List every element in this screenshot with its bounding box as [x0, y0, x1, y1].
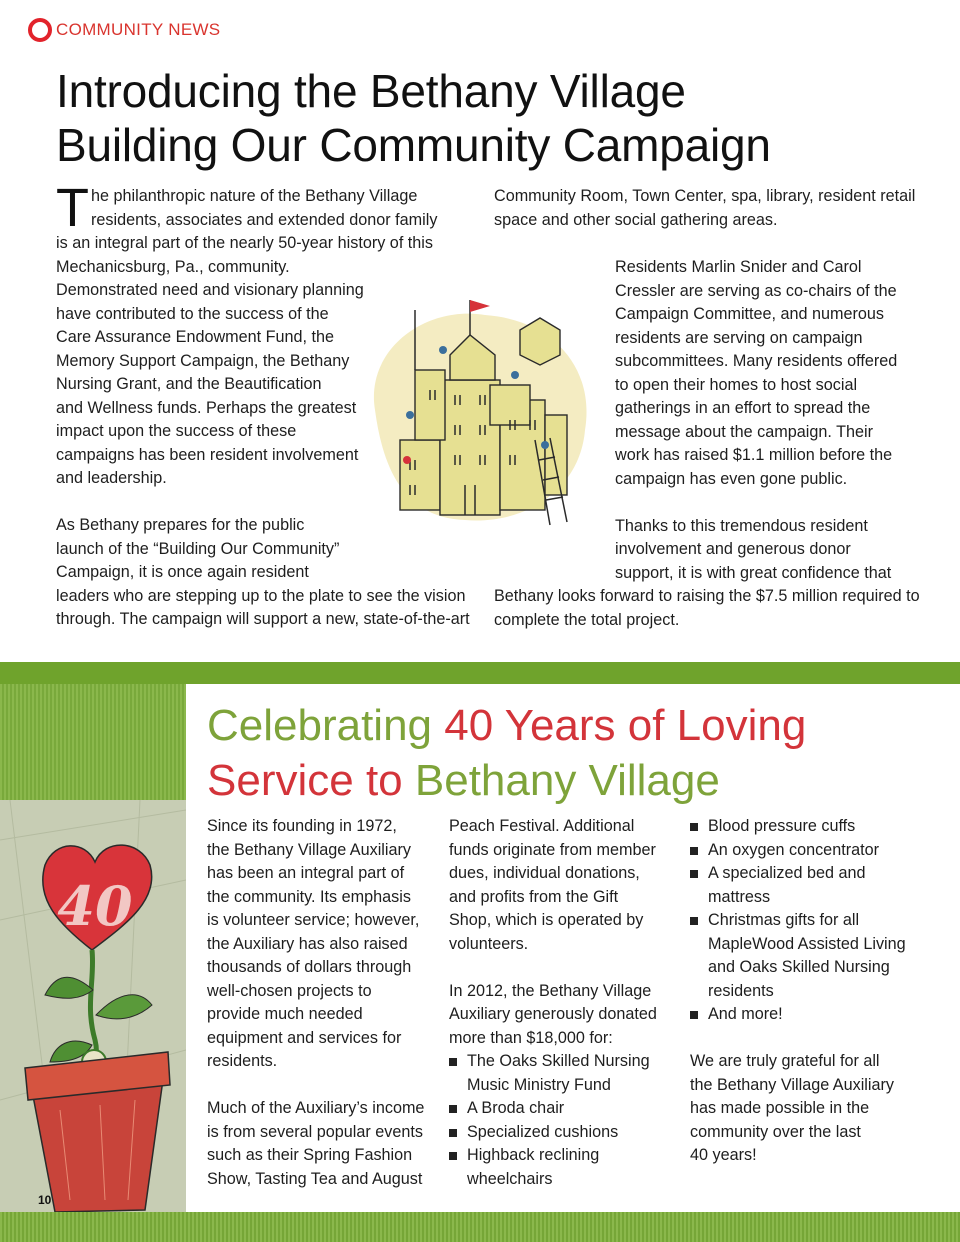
list-item — [690, 909, 930, 1003]
text-line: space and other social gathering areas. — [494, 210, 778, 229]
bullet-square-icon — [690, 847, 698, 855]
flowerpot-art-panel — [0, 800, 186, 1212]
section-tag — [28, 18, 220, 42]
text-line: has made possible in the — [690, 1099, 870, 1117]
text-line: involvement and generous donor — [615, 540, 851, 558]
text-line: message about the campaign. Their — [615, 422, 873, 441]
text-line: such as their Spring Fashion — [207, 1146, 413, 1164]
text-line: community over the last — [690, 1122, 861, 1141]
list-item-text: Christmas gifts for all — [708, 911, 860, 929]
text-line: dues, individual donations, — [449, 864, 640, 882]
text-line: and Wellness funds. Perhaps the greatest — [56, 398, 357, 417]
text-line: Much of the Auxiliary’s income — [207, 1099, 425, 1117]
text-line: is volunteer service; however, — [207, 911, 420, 929]
dropcap: T — [56, 178, 89, 238]
title-segment: Service to — [207, 756, 415, 805]
list-item-text: An oxygen concentrator — [708, 840, 879, 859]
text-line: the Bethany Village Auxiliary — [207, 840, 411, 859]
list-item — [449, 1144, 669, 1191]
text-line: Memory Support Campaign, the Bethany — [56, 351, 350, 370]
text-line: is from several popular events — [207, 1122, 423, 1141]
text-line: Bethany looks forward to raising the $7.5 million required to — [494, 587, 920, 605]
text-line: gatherings in an effort to spread the — [615, 399, 871, 417]
text-line: Show, Tasting Tea and August — [207, 1169, 423, 1188]
text-line: Community Room, Town Center, spa, library, resident retail — [494, 187, 916, 205]
text-line: he philanthropic nature of the Bethany Village — [91, 187, 418, 205]
text-line: the community. Its emphasis — [207, 887, 411, 906]
article1-column-right-top — [494, 185, 914, 232]
bullet-square-icon — [690, 1011, 698, 1019]
bullet-square-icon — [690, 870, 698, 878]
text-line: and leadership. — [56, 469, 167, 487]
title-segment: Bethany Village — [414, 756, 720, 805]
text-line: the Bethany Village Auxiliary — [690, 1075, 894, 1094]
text-line: more than $18,000 for: — [449, 1028, 613, 1047]
article1-column-right-mid — [615, 256, 915, 585]
text-line: Peach Festival. Additional — [449, 817, 635, 835]
article1-column-right-end — [494, 585, 924, 632]
bullet-square-icon — [449, 1152, 457, 1160]
list-item-text: mattress — [708, 887, 771, 906]
green-band-left — [0, 684, 186, 800]
text-line: residents are serving on campaign — [615, 328, 863, 347]
heart-number: 40 — [57, 874, 133, 938]
text-line: Care Assurance Endowment Fund, the — [56, 328, 335, 346]
list-item — [449, 1097, 669, 1121]
bullet-square-icon — [449, 1105, 457, 1113]
text-line: provide much needed — [207, 1005, 363, 1023]
list-item — [449, 1050, 669, 1097]
bullet-square-icon — [690, 823, 698, 831]
text-line: In 2012, the Bethany Village — [449, 981, 652, 1000]
text-line: residents, associates and extended donor family — [91, 210, 438, 229]
text-line: have contributed to the success of the — [56, 304, 329, 323]
text-line: Mechanicsburg, Pa., community. — [56, 257, 290, 276]
text-line: complete the total project. — [494, 610, 680, 629]
bullet-square-icon — [449, 1129, 457, 1137]
title-segment: Celebrating — [207, 701, 445, 750]
text-line: Since its founding in 1972, — [207, 817, 397, 835]
list-item-text: The Oaks Skilled Nursing — [467, 1052, 650, 1070]
green-band-bottom — [0, 1212, 960, 1242]
list-item — [690, 839, 930, 863]
heart-flower-illustration — [0, 800, 186, 1212]
text-line: Shop, which is operated by — [449, 911, 644, 929]
bullet-square-icon — [449, 1058, 457, 1066]
list-item-text: Highback reclining — [467, 1146, 600, 1164]
text-line: As Bethany prepares for the public — [56, 516, 305, 534]
article1-title-line: Introducing the Bethany Village — [56, 65, 686, 117]
article2-column-3 — [690, 815, 930, 1168]
text-line: residents. — [207, 1052, 278, 1070]
text-line: well-chosen projects to — [207, 981, 372, 1000]
text-line: subcommittees. Many residents offered — [615, 352, 898, 370]
list-item-text: Music Ministry Fund — [467, 1075, 611, 1094]
text-line: We are truly grateful for all — [690, 1052, 880, 1070]
title-segment: 40 Years of Loving — [444, 701, 807, 750]
text-line: campaign has even gone public. — [615, 469, 848, 488]
list-item — [690, 815, 930, 839]
text-line: has been an integral part of — [207, 864, 405, 882]
text-line: Campaign, it is once again resident — [56, 563, 309, 581]
text-line: Cressler are serving as co-chairs of the — [615, 281, 897, 300]
list-item-text: Blood pressure cuffs — [708, 817, 856, 835]
text-line: work has raised $1.1 million before the — [615, 446, 893, 464]
article2-title-line — [207, 753, 947, 808]
text-line: leaders who are stepping up to the plate to see the vision — [56, 586, 466, 605]
list-item-text: MapleWood Assisted Living — [708, 934, 906, 953]
text-line: 40 years! — [690, 1146, 757, 1164]
section-label: COMMUNITY NEWS — [56, 20, 221, 39]
text-line: support, it is with great confidence that — [615, 563, 892, 582]
text-line: Demonstrated need and visionary planning — [56, 281, 364, 299]
green-band-top — [0, 662, 960, 684]
section-ring-icon — [28, 18, 52, 42]
text-line: volunteers. — [449, 934, 529, 953]
article2-title — [207, 698, 947, 808]
bullet-square-icon — [690, 917, 698, 925]
text-line: Campaign Committee, and numerous — [615, 305, 885, 323]
list-item-text: A specialized bed and — [708, 864, 866, 882]
list-item-text: wheelchairs — [467, 1169, 553, 1188]
building-illustration — [355, 290, 605, 530]
article2-column-1 — [207, 815, 427, 1191]
article1-title-line: Building Our Community Campaign — [56, 119, 771, 171]
text-line: Residents Marlin Snider and Carol — [615, 258, 862, 276]
text-line: Thanks to this tremendous resident — [615, 516, 868, 535]
list-item — [690, 1003, 930, 1027]
article1-title — [56, 64, 916, 172]
list-item — [449, 1121, 669, 1145]
list-item-text: A Broda chair — [467, 1099, 565, 1117]
page-number: 10 — [38, 1193, 52, 1207]
text-line: Auxiliary generously donated — [449, 1005, 657, 1023]
list-item-text: Specialized cushions — [467, 1122, 619, 1141]
text-line: campaigns has been resident involvement — [56, 445, 359, 464]
text-line: thousands of dollars through — [207, 958, 412, 976]
list-item — [690, 862, 930, 909]
text-line: Nursing Grant, and the Beautification — [56, 375, 322, 393]
text-line: to open their homes to host social — [615, 375, 858, 394]
text-line: launch of the “Building Our Community” — [56, 539, 340, 558]
text-line: and profits from the Gift — [449, 887, 619, 906]
text-line: the Auxiliary has also raised — [207, 934, 408, 953]
text-line: funds originate from member — [449, 840, 656, 859]
text-line: through. The campaign will support a new, state-of-the-art — [56, 610, 470, 628]
list-item-text: and Oaks Skilled Nursing — [708, 958, 890, 976]
article2-title-line — [207, 698, 947, 753]
text-line: is an integral part of the nearly 50-year history of this — [56, 234, 433, 252]
article2-column-2 — [449, 815, 669, 1191]
list-item-text: And more! — [708, 1005, 783, 1023]
list-item-text: residents — [708, 981, 774, 1000]
text-line: impact upon the success of these — [56, 422, 297, 440]
text-line: equipment and services for — [207, 1028, 402, 1047]
